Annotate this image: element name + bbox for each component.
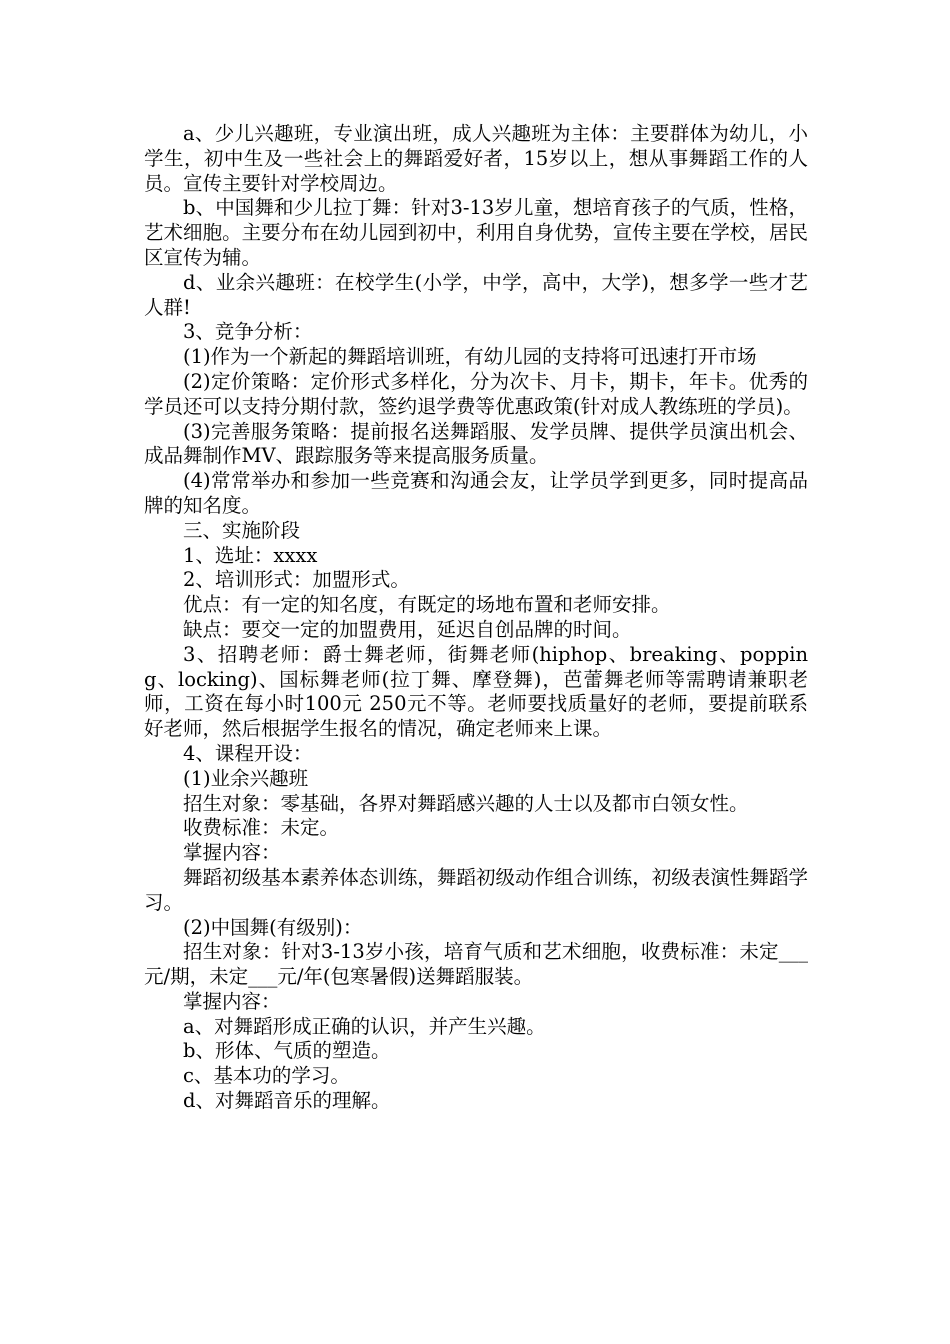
paragraph-recruit-teachers: 3、招聘老师：爵士舞老师，街舞老师(hiphop、breaking、popping、locking)、国标舞老师(拉丁舞、摩登舞)，芭蕾舞老师等需聘请兼职老师，工资在每小时100元 250元不等。老师要找质量好的老师，要提前联系好老师，然后根据学生报名的情况，确定老师来上课。 [144,642,808,741]
paragraph-events: (4)常常举办和参加一些竞赛和沟通会友，让学员学到更多，同时提高品牌的知名度。 [144,469,808,517]
heading-courses: 4、课程开设： [183,741,313,765]
paragraph-amateur-enrollment: 招生对象：零基础，各界对舞蹈感兴趣的人士以及都市白领女性。 [183,791,749,815]
list-item-d: d、对舞蹈音乐的理解。 [183,1089,391,1113]
paragraph-chinese-dance-enrollment: 招生对象：针对3-13岁小孩，培育气质和艺术细胞，收费标准：未定___元/期，未定___元/年(包寒暑假)送舞蹈服装。 [144,940,808,989]
paragraph-amateur-content: 舞蹈初级基本素养体态训练，舞蹈初级动作组合训练，初级表演性舞蹈学习。 [144,865,808,914]
paragraph-target-group-b: b、中国舞和少儿拉丁舞：针对3-13岁儿童，想培育孩子的气质，性格，艺术细胞。主要分布在幼儿园到初中，利用自身优势，宣传主要在学校，居民区宣传为辅。 [144,196,808,269]
paragraph-advantages: 优点：有一定的知名度，有既定的场地布置和老师安排。 [183,593,671,617]
document-body [144,122,808,1114]
paragraph-target-group-a: a、少儿兴趣班，专业演出班，成人兴趣班为主体：主要群体为幼儿，小学生，初中生及一些社会上的舞蹈爱好者，15岁以上，想从事舞蹈工作的人员。宣传主要针对学校周边。 [144,122,808,195]
paragraph-training-form: 2、培训形式：加盟形式。 [183,568,410,592]
paragraph-disadvantages: 缺点：要交一定的加盟费用，延迟自创品牌的时间。 [183,617,632,641]
heading-implementation: 三、实施阶段 [183,518,301,542]
paragraph-amateur-fee: 收费标准：未定。 [183,816,340,840]
heading-chinese-dance: (2)中国舞(有级别)： [183,915,363,939]
paragraph-service-strategy: (3)完善服务策略：提前报名送舞蹈服、发学员牌、提供学员演出机会、成品舞制作MV、跟踪服务等来提高服务质量。 [144,419,808,468]
list-item-a: a、对舞蹈形成正确的认识，并产生兴趣。 [183,1014,546,1038]
paragraph-target-group-d: d、业余兴趣班：在校学生(小学，中学，高中，大学)，想多学一些才艺人群! [144,270,808,319]
paragraph-competition-1: (1)作为一个新起的舞蹈培训班，有幼儿园的支持将可迅速打开市场 [183,345,757,369]
heading-amateur-class: (1)业余兴趣班 [183,766,309,790]
paragraph-location: 1、选址：xxxx [183,543,318,567]
paragraph-amateur-content-label: 掌握内容： [183,841,281,865]
heading-competition-analysis: 3、竞争分析： [183,320,313,344]
list-item-b: b、形体、气质的塑造。 [183,1039,391,1063]
paragraph-chinese-dance-content-label: 掌握内容： [183,989,281,1013]
list-item-c: c、基本功的学习。 [183,1064,350,1088]
paragraph-pricing-strategy: (2)定价策略：定价形式多样化，分为次卡、月卡，期卡，年卡。优秀的学员还可以支持分期付款，签约退学费等优惠政策(针对成人教练班的学员)。 [144,369,808,418]
